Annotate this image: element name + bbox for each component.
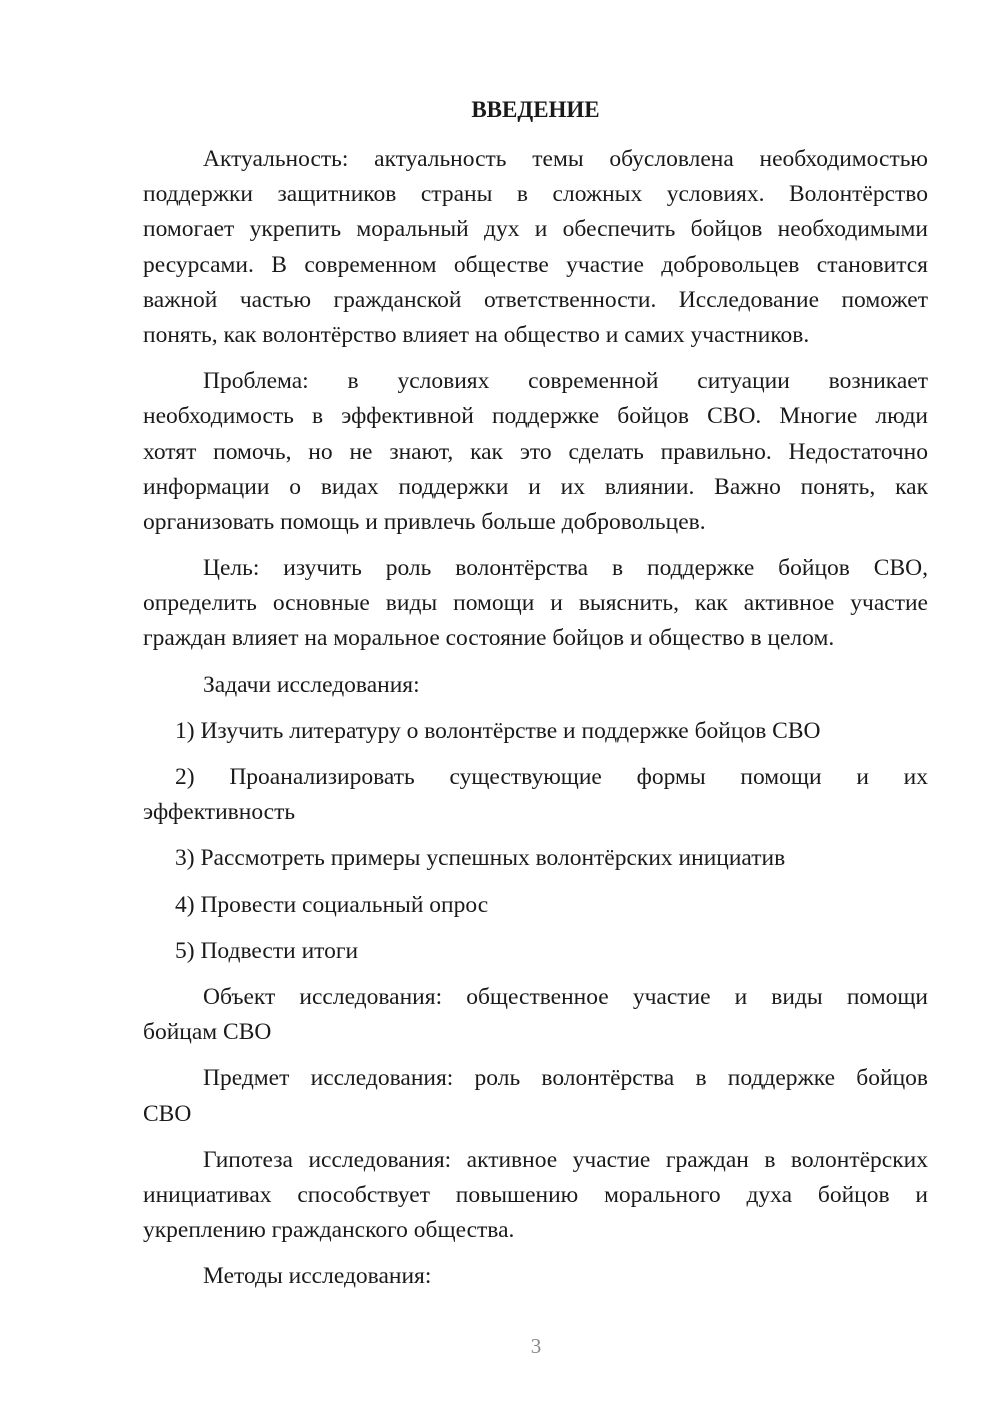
list-item	[143, 714, 928, 749]
text-line: Предмет исследования: роль волонтёрства в поддержке бойцов	[203, 1065, 928, 1092]
paragraph	[143, 1061, 928, 1131]
text-line: Гипотеза исследования: активное участие граждан в волонтёрских	[203, 1146, 928, 1173]
text-line: 4) Провести социальный опрос	[175, 891, 489, 918]
text-line: СВО	[143, 1100, 192, 1127]
text-line: информации о видах поддержки и их влиянии. Важно понять, как	[143, 473, 928, 500]
text-line: 1) Изучить литературу о волонтёрстве и поддержке бойцов СВО	[175, 717, 821, 744]
text-line: инициативах способствует повышению морального духа бойцов и	[143, 1181, 928, 1208]
list-item	[143, 934, 928, 969]
text-line: Объект исследования: общественное участие и виды помощи	[203, 983, 928, 1010]
paragraph	[143, 980, 928, 1050]
text-line: поддержки защитников страны в сложных условиях. Волонтёрство	[143, 181, 928, 208]
list-item	[143, 760, 928, 830]
text-line: важной частью гражданской ответственности. Исследование поможет	[143, 286, 928, 313]
text-line: 3) Рассмотреть примеры успешных волонтёрских инициатив	[175, 845, 786, 872]
paragraph	[143, 364, 928, 540]
list-item	[143, 841, 928, 876]
text-line: организовать помощь и привлечь больше добровольцев.	[143, 508, 706, 535]
paragraph	[143, 1259, 928, 1294]
text-line: Методы исследования:	[203, 1263, 432, 1290]
text-line: граждан влияет на моральное состояние бойцов и общество в целом.	[143, 625, 835, 652]
text-line: бойцам СВО	[143, 1019, 272, 1046]
paragraph	[143, 1143, 928, 1249]
text-line: Проблема: в условиях современной ситуации возникает	[203, 368, 928, 395]
document-body	[143, 142, 928, 1294]
text-line: необходимость в эффективной поддержке бойцов СВО. Многие люди	[143, 403, 928, 430]
text-line: 5) Подвести итоги	[175, 937, 359, 964]
text-line: помогает укрепить моральный дух и обеспечить бойцов необходимыми	[143, 216, 928, 243]
text-line: Задачи исследования:	[203, 671, 420, 698]
text-line: определить основные виды помощи и выяснить, как активное участие	[143, 590, 928, 617]
page-number: 3	[530, 1334, 542, 1358]
text-line: 2) Проанализировать существующие формы помощи и их	[175, 764, 928, 790]
paragraph	[143, 551, 928, 657]
text-line: Актуальность: актуальность темы обусловлена необходимостью	[203, 146, 928, 172]
text-line: хотят помочь, но не знают, как это сделать правильно. Недостаточно	[143, 438, 928, 465]
document-page	[143, 92, 928, 1305]
text-line: эффективность	[143, 799, 296, 826]
text-line: Цель: изучить роль волонтёрства в поддержке бойцов СВО,	[203, 555, 928, 582]
text-line: укреплению гражданского общества.	[143, 1217, 515, 1244]
paragraph	[143, 668, 928, 703]
list-item	[143, 888, 928, 923]
text-line: понять, как волонтёрство влияет на общество и самих участников.	[143, 321, 810, 348]
paragraph	[143, 142, 928, 353]
section-title: ВВЕДЕНИЕ	[471, 97, 600, 122]
text-line: ресурсами. В современном обществе участие добровольцев становится	[143, 251, 928, 278]
